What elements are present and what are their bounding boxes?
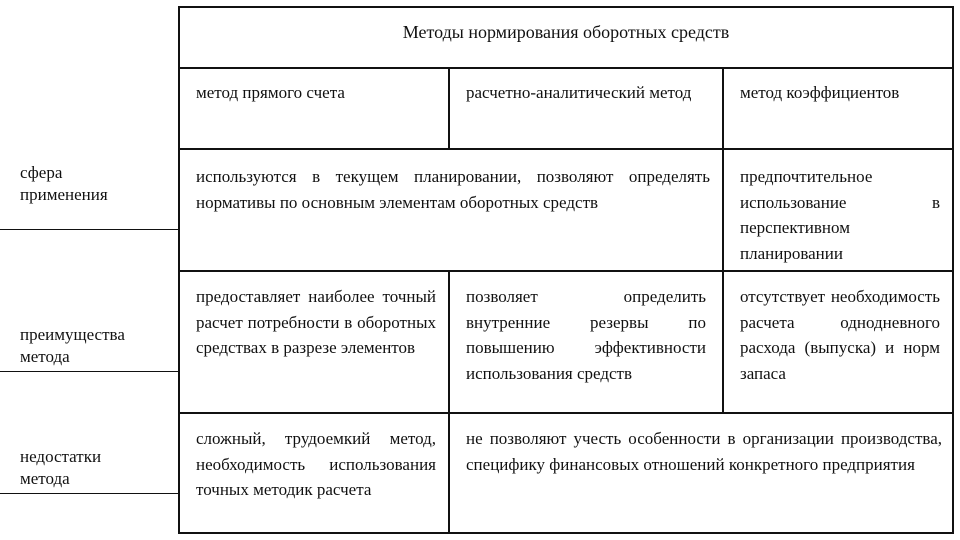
divider-scope <box>180 270 952 272</box>
scope-direct-analytic: используются в текущем планировании, позволяют определять нормативы по основным элементам оборотных средств <box>196 167 710 212</box>
disadvantages-direct: сложный, трудоемкий метод, необходимость использования точных методик расчета <box>196 429 436 499</box>
divider-col-1-header <box>448 68 450 148</box>
methods-table <box>178 6 954 534</box>
divider-title <box>180 67 952 69</box>
header-coefficient-method: метод коэффициентов <box>740 83 900 102</box>
row-label-advantages-underline <box>0 371 178 372</box>
row-label-advantages: преимущества метода <box>20 325 125 366</box>
advantages-direct: предоставляет наиболее точный расчет потребности в оборотных средствах в разрезе элементов <box>196 287 436 357</box>
advantages-analytic: позволяет определить внутренние резервы по повышению эффективности использования средств <box>466 287 706 383</box>
row-label-scope: сфера применения <box>20 163 108 204</box>
divider-advantages <box>180 412 952 414</box>
advantages-coefficient: отсутствует необходимость расчета однодневного расхода (выпуска) и норм запаса <box>740 287 940 383</box>
row-label-disadvantages: недостатки метода <box>20 447 102 488</box>
divider-col-2-scope <box>722 150 724 270</box>
row-label-scope-underline <box>0 229 178 230</box>
header-analytic-method: расчетно-аналитический метод <box>466 83 692 102</box>
disadvantages-analytic-coefficient: не позволяют учесть особенности в организации производства, специфику финансовых отношений конкретного предприятия <box>466 429 942 474</box>
divider-header <box>180 148 952 150</box>
divider-col-2-advantages <box>722 272 724 412</box>
table-title: Методы нормирования оборотных средств <box>402 22 730 42</box>
divider-col-1-disadvantages <box>448 414 450 532</box>
divider-col-1-advantages <box>448 272 450 412</box>
divider-col-2-header <box>722 68 724 148</box>
header-direct-method: метод прямого счета <box>196 83 345 102</box>
scope-coefficient: предпочтительное использование в перспективном планировании <box>740 167 940 263</box>
row-label-disadvantages-underline <box>0 493 178 494</box>
